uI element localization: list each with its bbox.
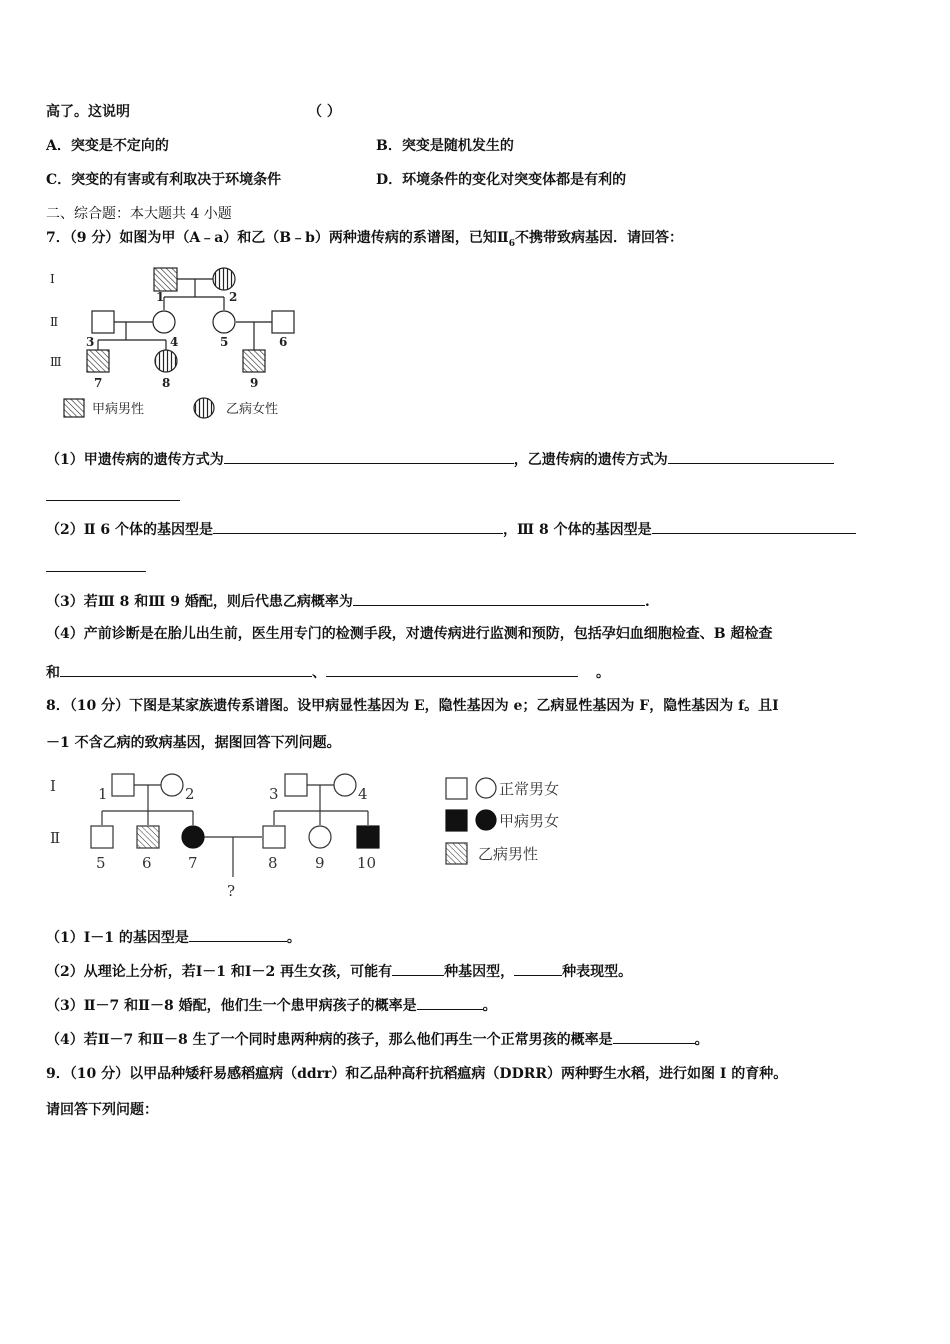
q8-p2c: 种表现型。 bbox=[562, 964, 633, 980]
legend-normal-female bbox=[476, 778, 496, 798]
q7-p2a: （2）Ⅱ 6 个体的基因型是 bbox=[46, 522, 214, 538]
q7-part2 bbox=[46, 518, 856, 540]
legend-label-b: 乙病女性 bbox=[226, 402, 279, 417]
ind-label: 2 bbox=[229, 290, 238, 304]
ind-label: 8 bbox=[268, 854, 278, 872]
gen-label: Ⅰ bbox=[50, 272, 55, 286]
child-label: ? bbox=[227, 882, 236, 900]
q7-stem bbox=[46, 228, 683, 254]
legend-label-yi: 乙病男性 bbox=[478, 845, 539, 863]
blank[interactable] bbox=[189, 926, 287, 942]
gen-label: Ⅱ bbox=[50, 829, 61, 847]
ind-label: 2 bbox=[185, 785, 195, 803]
q7-p4-sep: 、 bbox=[312, 665, 326, 681]
ind-label: 10 bbox=[357, 854, 377, 872]
q8-stem-1: 8．（10 分）下图是某家族遗传系谱图。设甲病显性基因为 E，隐性基因为 e；乙病显性基因为 F，隐性基因为 f。且Ⅰ bbox=[46, 698, 779, 714]
blank[interactable] bbox=[417, 994, 483, 1010]
legend-normal-male bbox=[446, 778, 467, 799]
q7-p1b: ，乙遗传病的遗传方式为 bbox=[513, 452, 668, 468]
q7-stem-b: 不携带致病基因．请回答： bbox=[514, 230, 683, 246]
q8-p3a: （3）Ⅱ－7 和Ⅱ－8 婚配，他们生一个患甲病孩子的概率是 bbox=[46, 998, 417, 1014]
ind-II-5-male bbox=[91, 826, 113, 848]
blank[interactable] bbox=[46, 485, 180, 501]
q6-option-a: A．突变是不定向的 bbox=[46, 138, 169, 154]
legend-jia-female bbox=[476, 810, 496, 830]
ind-label: 6 bbox=[279, 335, 288, 349]
q8-part2 bbox=[46, 960, 632, 982]
q8-part4 bbox=[46, 1028, 709, 1050]
ind-II-5-female bbox=[213, 311, 235, 333]
blank[interactable] bbox=[652, 518, 856, 534]
ind-II-10-jia-male bbox=[357, 826, 379, 848]
ind-II-8-male bbox=[263, 826, 285, 848]
gen-label: Ⅱ bbox=[50, 315, 59, 329]
ind-label: 7 bbox=[188, 854, 198, 872]
ind-label: 4 bbox=[358, 785, 368, 803]
ind-II-4-female bbox=[153, 311, 175, 333]
q6-option-b: B．突变是随机发生的 bbox=[376, 138, 514, 154]
ind-II-6-male bbox=[272, 311, 294, 333]
blank[interactable] bbox=[392, 960, 444, 976]
legend-label-a: 甲病男性 bbox=[92, 402, 145, 417]
pedigree-figure-q8 bbox=[46, 765, 586, 905]
ind-label: 1 bbox=[156, 290, 165, 304]
legend-jia-male bbox=[446, 810, 467, 831]
q7-part3 bbox=[46, 590, 650, 612]
ind-label: 3 bbox=[269, 785, 279, 803]
blank[interactable] bbox=[668, 448, 834, 464]
q8-p2a: （2）从理论上分析，若Ⅰ－1 和Ⅰ－2 再生女孩，可能有 bbox=[46, 964, 393, 980]
q8-p1a: （1）Ⅰ－1 的基因型是 bbox=[46, 930, 189, 946]
q8-part1 bbox=[46, 926, 301, 948]
q7-part1 bbox=[46, 448, 834, 470]
ind-III-7-affected-male bbox=[87, 350, 109, 372]
q7-p4-end: 。 bbox=[596, 665, 610, 681]
q6-tail bbox=[46, 102, 341, 122]
ind-label: 9 bbox=[315, 854, 325, 872]
blank[interactable] bbox=[213, 518, 503, 534]
q8-p2b: 种基因型， bbox=[444, 964, 515, 980]
q9-stem-2: 请回答下列问题： bbox=[46, 1102, 158, 1118]
blank[interactable] bbox=[60, 661, 312, 677]
ind-label: 1 bbox=[98, 785, 108, 803]
q7-stem-a: 7．（9 分）如图为甲（A﹣a）和乙（B﹣b）两种遗传病的系谱图，已知Ⅱ bbox=[46, 230, 509, 246]
q7-part4-cont bbox=[46, 661, 610, 683]
q8-p3-end: 。 bbox=[482, 998, 497, 1014]
ind-III-8-affected-female bbox=[155, 350, 177, 372]
pedigree-figure-q7 bbox=[46, 256, 306, 426]
q7-stem-sub: 6 bbox=[508, 238, 515, 249]
ind-label: 4 bbox=[170, 335, 179, 349]
q6-option-d: D．环境条件的变化对突变体都是有利的 bbox=[376, 172, 627, 188]
ind-II-7-jia-female bbox=[182, 826, 204, 848]
ind-I-1-affected-male bbox=[154, 268, 177, 291]
ind-label: 9 bbox=[250, 376, 259, 390]
blank[interactable] bbox=[46, 556, 146, 572]
ind-II-3-male bbox=[92, 311, 114, 333]
q8-stem-2: －1 不含乙病的致病基因，据图回答下列问题。 bbox=[46, 735, 341, 751]
legend-label-normal: 正常男女 bbox=[499, 780, 560, 798]
q7-p3-end: . bbox=[644, 594, 650, 610]
ind-II-9-female bbox=[309, 826, 331, 848]
blank[interactable] bbox=[613, 1028, 695, 1044]
q8-part3 bbox=[46, 994, 497, 1016]
q7-part2-cont bbox=[46, 556, 146, 578]
ind-I-2-female bbox=[161, 774, 183, 796]
q7-p4b: 和 bbox=[46, 665, 60, 681]
legend-swatch-b bbox=[194, 398, 214, 418]
ind-label: 3 bbox=[86, 335, 95, 349]
legend-yi-male bbox=[446, 843, 467, 864]
ind-II-6-yi-male bbox=[137, 826, 159, 848]
ind-label: 7 bbox=[94, 376, 103, 390]
q7-p2b: ，Ⅲ 8 个体的基因型是 bbox=[503, 522, 652, 538]
q8-p4a: （4）若Ⅱ－7 和Ⅱ－8 生了一个同时患两种病的孩子，那么他们再生一个正常男孩的概率是 bbox=[46, 1032, 613, 1048]
ind-I-3-male bbox=[285, 774, 307, 796]
blank[interactable] bbox=[326, 661, 578, 677]
ind-I-2-affected-female bbox=[213, 268, 235, 290]
ind-label: 5 bbox=[96, 854, 106, 872]
q6-tail-text: 高了。这说明 bbox=[46, 104, 130, 120]
q9-stem-1: 9．（10 分）以甲品种矮秆易感稻瘟病（ddrr）和乙品种高秆抗稻瘟病（DDRR）两种野生水稻，进行如图 I 的育种。 bbox=[46, 1066, 788, 1082]
q8-p1-end: 。 bbox=[286, 930, 301, 946]
section-heading: 二、综合题：本大题共 4 小题 bbox=[46, 206, 232, 222]
answer-paren: （ ） bbox=[308, 104, 341, 120]
ind-III-9-affected-male bbox=[243, 350, 265, 372]
gen-label: Ⅰ bbox=[50, 777, 56, 795]
q8-p4-end: 。 bbox=[694, 1032, 709, 1048]
ind-label: 6 bbox=[142, 854, 152, 872]
gen-label: Ⅲ bbox=[50, 355, 62, 369]
q7-p3: （3）若Ⅲ 8 和Ⅲ 9 婚配，则后代患乙病概率为 bbox=[46, 594, 353, 610]
q7-part4: （4）产前诊断是在胎儿出生前，医生用专门的检测手段，对遗传病进行监测和预防，包括孕妇血细胞检查、B 超检查 bbox=[46, 626, 773, 642]
q7-part1-cont bbox=[46, 485, 180, 507]
ind-label: 5 bbox=[220, 335, 229, 349]
q6-option-c: C．突变的有害或有利取决于环境条件 bbox=[46, 172, 282, 188]
ind-I-4-female bbox=[334, 774, 356, 796]
blank[interactable] bbox=[353, 590, 645, 606]
ind-label: 8 bbox=[162, 376, 171, 390]
legend-label-jia: 甲病男女 bbox=[499, 812, 560, 830]
q7-p1a: （1）甲遗传病的遗传方式为 bbox=[46, 452, 224, 468]
blank[interactable] bbox=[514, 960, 562, 976]
blank[interactable] bbox=[224, 448, 514, 464]
ind-I-1-male bbox=[112, 774, 134, 796]
legend-swatch-a bbox=[64, 399, 84, 417]
